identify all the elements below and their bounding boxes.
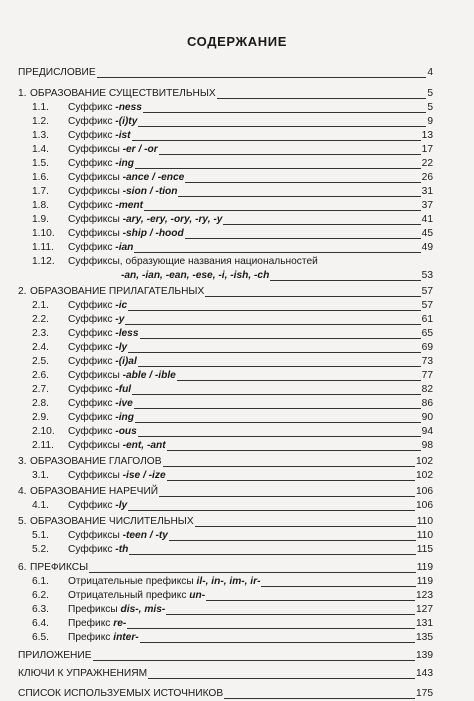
toc-entry[interactable] bbox=[0, 101, 474, 115]
toc-entry[interactable] bbox=[0, 397, 474, 411]
suffix-text: -ent, -ant bbox=[122, 440, 166, 451]
page-number: 86 bbox=[421, 398, 433, 409]
toc-entry-number: 1.6. bbox=[32, 172, 49, 183]
suffix-text: -ist bbox=[115, 130, 131, 141]
suffix-text: -ary, -ery, -ory, -ry, -y bbox=[122, 214, 223, 225]
toc-entry-label: Суффиксы bbox=[68, 440, 123, 451]
toc-entry-number: 5.2. bbox=[32, 544, 49, 555]
toc-entry[interactable] bbox=[0, 469, 474, 483]
page-number: 57 bbox=[421, 300, 433, 311]
leader-line bbox=[135, 422, 421, 423]
suffix-text: -er / -or bbox=[122, 144, 158, 155]
leader-line bbox=[129, 554, 415, 555]
page-number: 22 bbox=[421, 158, 433, 169]
suffix-text: -able / -ible bbox=[122, 370, 176, 381]
leader-line bbox=[132, 394, 421, 395]
leader-line bbox=[89, 572, 416, 573]
toc-section-number: 5. bbox=[18, 516, 27, 527]
toc-entry-number: 2.1. bbox=[32, 300, 49, 311]
toc-entry[interactable] bbox=[0, 313, 474, 327]
toc-section[interactable] bbox=[0, 687, 474, 701]
toc-entry[interactable] bbox=[0, 299, 474, 313]
suffix-text: -an, -ian, -ean, -ese, -i, -ish, -ch bbox=[121, 270, 270, 281]
toc-section[interactable] bbox=[0, 561, 474, 575]
toc-entry[interactable] bbox=[0, 143, 474, 157]
toc-entry[interactable] bbox=[0, 157, 474, 171]
toc-entry-number: 6.5. bbox=[32, 632, 49, 643]
toc-entry[interactable] bbox=[0, 129, 474, 143]
leader-line bbox=[135, 168, 421, 169]
toc-section[interactable] bbox=[0, 87, 474, 101]
toc-entry[interactable] bbox=[0, 631, 474, 645]
leader-line bbox=[163, 466, 415, 467]
toc-entry-label: Суффикс bbox=[68, 242, 116, 253]
leader-line bbox=[128, 310, 420, 311]
toc-entry-label: ПРЕДИСЛОВИЕ bbox=[18, 67, 96, 78]
suffix-text: -ship / -hood bbox=[122, 228, 184, 239]
suffix-text: un- bbox=[189, 590, 206, 601]
toc-section[interactable] bbox=[0, 285, 474, 299]
toc-entry-label: Суффикс bbox=[68, 300, 116, 311]
toc-section[interactable] bbox=[0, 455, 474, 469]
toc-entry-label: Суффиксы bbox=[68, 530, 123, 541]
toc-entry-number: 1.7. bbox=[32, 186, 49, 197]
page-number: 45 bbox=[421, 228, 433, 239]
toc-entry-number: 3.1. bbox=[32, 470, 49, 481]
toc-entry-number: 2.4. bbox=[32, 342, 49, 353]
toc-entry-number: 2.6. bbox=[32, 370, 49, 381]
leader-line bbox=[177, 380, 421, 381]
toc-entry-label: Суффикс bbox=[68, 384, 116, 395]
toc-entry[interactable] bbox=[0, 575, 474, 589]
leader-line bbox=[148, 678, 415, 679]
page-number: 119 bbox=[416, 562, 433, 573]
toc-entry-number: 2.7. bbox=[32, 384, 49, 395]
toc-entry[interactable] bbox=[0, 617, 474, 631]
page-number: 37 bbox=[421, 200, 433, 211]
suffix-text: -ous bbox=[115, 426, 137, 437]
toc-entry-number: 2.11. bbox=[32, 440, 54, 451]
toc-entry[interactable] bbox=[0, 327, 474, 341]
toc-entry-label: Суффикс bbox=[68, 314, 116, 325]
suffix-text: -less bbox=[115, 328, 139, 339]
page-number: 131 bbox=[416, 618, 433, 629]
toc-entry-label: Суффикс bbox=[68, 398, 116, 409]
toc-entry-label: ПРИЛОЖЕНИЕ bbox=[18, 650, 92, 661]
toc-entry[interactable] bbox=[0, 603, 474, 617]
toc-entry-label: Префикс bbox=[68, 618, 114, 629]
page-number: 61 bbox=[421, 314, 433, 325]
toc-entry[interactable] bbox=[0, 355, 474, 369]
toc-entry-label: Отрицательный префикс bbox=[68, 590, 190, 601]
page-number: 115 bbox=[416, 544, 433, 555]
suffix-text: -ic bbox=[115, 300, 128, 311]
toc-section-number: 2. bbox=[18, 286, 27, 297]
toc-section[interactable] bbox=[0, 515, 474, 529]
page-number: 110 bbox=[416, 530, 433, 541]
toc-entry-label: Отрицательные префиксы bbox=[68, 576, 197, 587]
toc-entry-number: 2.10. bbox=[32, 426, 55, 437]
toc-entry-label: Префикс bbox=[68, 632, 114, 643]
toc-entry-label: Суффикс bbox=[68, 500, 116, 511]
page-number: 102 bbox=[416, 456, 433, 467]
toc-entry[interactable] bbox=[0, 115, 474, 129]
toc-entry[interactable] bbox=[0, 369, 474, 383]
toc-entry-label: КЛЮЧИ К УПРАЖНЕНИЯМ bbox=[18, 668, 148, 679]
leader-line bbox=[166, 614, 415, 615]
toc-entry-label: Суффикс bbox=[68, 130, 116, 141]
suffix-text: -th bbox=[115, 544, 129, 555]
leader-line bbox=[138, 366, 421, 367]
suffix-text: -ly bbox=[115, 342, 128, 353]
leader-line bbox=[205, 296, 420, 297]
toc-entry-number: 2.9. bbox=[32, 412, 49, 423]
toc-entry-number: 1.3. bbox=[32, 130, 49, 141]
leader-line bbox=[185, 238, 421, 239]
toc-entry[interactable] bbox=[0, 185, 474, 199]
page-number: 98 bbox=[421, 440, 433, 451]
toc-entry-number: 1.12. bbox=[32, 256, 55, 267]
toc-entry[interactable] bbox=[0, 269, 474, 283]
toc-entry[interactable] bbox=[0, 255, 474, 269]
suffix-text: -ful bbox=[115, 384, 132, 395]
toc-entry-number: 2.5. bbox=[32, 356, 49, 367]
leader-line bbox=[125, 324, 420, 325]
page-number: 9 bbox=[427, 116, 433, 127]
page-number: 5 bbox=[427, 88, 433, 99]
suffix-text: inter- bbox=[113, 632, 139, 643]
toc-entry-label: ПРЕФИКСЫ bbox=[30, 562, 89, 573]
toc-entry-label: Суффикс bbox=[68, 116, 116, 127]
leader-line bbox=[169, 540, 416, 541]
suffix-text: -ing bbox=[115, 412, 134, 423]
leader-line bbox=[224, 698, 415, 699]
toc-entry-label: Суффикс bbox=[68, 426, 116, 437]
leader-line bbox=[261, 586, 415, 587]
toc-entry[interactable] bbox=[0, 213, 474, 227]
suffix-text: -ing bbox=[115, 158, 134, 169]
leader-line bbox=[143, 112, 426, 113]
toc-section-number: 6. bbox=[18, 562, 27, 573]
toc-entry-label: Суффиксы bbox=[68, 370, 123, 381]
toc-entry-label: Суффикс bbox=[68, 356, 116, 367]
page-number: 139 bbox=[416, 650, 433, 661]
leader-line bbox=[270, 280, 420, 281]
toc-section-number: 3. bbox=[18, 456, 27, 467]
suffix-text: dis-, mis- bbox=[120, 604, 166, 615]
suffix-text: -ment bbox=[115, 200, 144, 211]
toc-entry-label: СПИСОК ИСПОЛЬЗУЕМЫХ ИСТОЧНИКОВ bbox=[18, 688, 224, 699]
toc-entry-number: 1.1. bbox=[32, 102, 49, 113]
toc-section[interactable] bbox=[0, 649, 474, 663]
leader-line bbox=[132, 140, 421, 141]
page-title: СОДЕРЖАНИЕ bbox=[187, 34, 287, 49]
toc-entry[interactable] bbox=[0, 439, 474, 453]
toc-entry-label: Суффикс bbox=[68, 102, 116, 113]
toc-section-number: 1. bbox=[18, 88, 27, 99]
toc-entry-label: ОБРАЗОВАНИЕ НАРЕЧИЙ bbox=[30, 486, 159, 497]
toc-entry[interactable] bbox=[0, 199, 474, 213]
page-number: 106 bbox=[416, 500, 433, 511]
toc-section-number: 4. bbox=[18, 486, 27, 497]
leader-line bbox=[159, 154, 421, 155]
suffix-text: il-, in-, im-, ir- bbox=[196, 576, 261, 587]
toc-entry[interactable] bbox=[0, 227, 474, 241]
toc-entry-number: 1.2. bbox=[32, 116, 49, 127]
leader-line bbox=[206, 600, 415, 601]
toc-section[interactable] bbox=[0, 485, 474, 499]
suffix-text: -y bbox=[115, 314, 125, 325]
leader-line bbox=[138, 436, 421, 437]
toc-entry-label: Суффикс bbox=[68, 200, 116, 211]
suffix-text: -ly bbox=[115, 500, 128, 511]
page-number: 69 bbox=[421, 342, 433, 353]
page-number: 49 bbox=[421, 242, 433, 253]
page-number: 26 bbox=[421, 172, 433, 183]
toc-entry-label: ОБРАЗОВАНИЕ ГЛАГОЛОВ bbox=[30, 456, 162, 467]
toc-entry-number: 6.2. bbox=[32, 590, 49, 601]
suffix-text: -(i)al bbox=[115, 356, 137, 367]
page-number: 135 bbox=[416, 632, 433, 643]
toc-entry[interactable] bbox=[0, 543, 474, 557]
toc-entry-number: 6.4. bbox=[32, 618, 49, 629]
toc-entry-label: Суффиксы bbox=[68, 214, 123, 225]
leader-line bbox=[195, 526, 416, 527]
toc-entry-number: 1.4. bbox=[32, 144, 49, 155]
toc-entry-number: 6.1. bbox=[32, 576, 49, 587]
toc-entry-label: Суффикс bbox=[68, 328, 116, 339]
leader-line bbox=[134, 252, 420, 253]
leader-line bbox=[128, 510, 415, 511]
suffix-text: -(i)ty bbox=[115, 116, 138, 127]
toc-entry-label: Суффиксы bbox=[68, 144, 123, 155]
page-number: 17 bbox=[421, 144, 433, 155]
page-number: 175 bbox=[416, 688, 433, 699]
toc-entry-label: ОБРАЗОВАНИЕ СУЩЕСТВИТЕЛЬНЫХ bbox=[30, 88, 216, 99]
leader-line bbox=[185, 182, 420, 183]
suffix-text: -sion / -tion bbox=[122, 186, 178, 197]
page-number: 73 bbox=[421, 356, 433, 367]
leader-line bbox=[138, 126, 426, 127]
suffix-text: -ness bbox=[115, 102, 142, 113]
page-number: 77 bbox=[421, 370, 433, 381]
leader-line bbox=[134, 408, 421, 409]
page-number: 41 bbox=[421, 214, 433, 225]
leader-line bbox=[223, 224, 420, 225]
suffix-text: -teen / -ty bbox=[122, 530, 168, 541]
page-number: 90 bbox=[421, 412, 433, 423]
page-number: 65 bbox=[421, 328, 433, 339]
toc-entry-label: Суффиксы bbox=[68, 186, 123, 197]
suffix-text: -ive bbox=[115, 398, 133, 409]
leader-line bbox=[140, 338, 421, 339]
page-number: 119 bbox=[416, 576, 433, 587]
toc-entry-number: 5.1. bbox=[32, 530, 49, 541]
toc-entry-number: 2.8. bbox=[32, 398, 49, 409]
leader-line bbox=[178, 196, 420, 197]
leader-line bbox=[144, 210, 421, 211]
toc-entry[interactable] bbox=[0, 341, 474, 355]
toc-section[interactable] bbox=[0, 66, 474, 80]
toc-entry-label: Суффикс bbox=[68, 412, 116, 423]
toc-entry-label: Суффиксы bbox=[68, 470, 123, 481]
toc-section[interactable] bbox=[0, 667, 474, 681]
toc-entry-label: Суффикс bbox=[68, 342, 116, 353]
page-number: 106 bbox=[416, 486, 433, 497]
toc-entry[interactable] bbox=[0, 171, 474, 185]
leader-line bbox=[97, 77, 427, 78]
page-number: 127 bbox=[416, 604, 433, 615]
toc-entry[interactable] bbox=[0, 383, 474, 397]
toc-entry-label: Суффиксы, образующие названия национальностей bbox=[68, 256, 318, 267]
toc-entry-number: 6.3. bbox=[32, 604, 49, 615]
toc-entry-label: Суффикс bbox=[68, 544, 116, 555]
page-number: 94 bbox=[421, 426, 433, 437]
leader-line bbox=[128, 352, 420, 353]
page-number: 53 bbox=[421, 270, 433, 281]
toc-entry-number: 4.1. bbox=[32, 500, 49, 511]
toc-entry-number: 1.9. bbox=[32, 214, 49, 225]
page-number: 5 bbox=[427, 102, 433, 113]
toc-entry[interactable] bbox=[0, 589, 474, 603]
toc-entry-number: 1.11. bbox=[32, 242, 54, 253]
toc-entry-label: ОБРАЗОВАНИЕ ЧИСЛИТЕЛЬНЫХ bbox=[30, 516, 194, 527]
suffix-text: re- bbox=[113, 618, 127, 629]
leader-line bbox=[159, 496, 415, 497]
toc-entry[interactable] bbox=[0, 411, 474, 425]
leader-line bbox=[140, 642, 415, 643]
toc-entry-number: 1.8. bbox=[32, 200, 49, 211]
leader-line bbox=[93, 660, 416, 661]
leader-line bbox=[217, 98, 427, 99]
toc-entry-number: 2.3. bbox=[32, 328, 49, 339]
page-number: 4 bbox=[427, 67, 433, 78]
page-number: 110 bbox=[416, 516, 433, 527]
leader-line bbox=[167, 480, 415, 481]
toc-entry[interactable] bbox=[0, 529, 474, 543]
toc-entry-label: Суффиксы bbox=[68, 228, 123, 239]
leader-line bbox=[167, 450, 421, 451]
page-number: 57 bbox=[421, 286, 433, 297]
page-number: 123 bbox=[416, 590, 433, 601]
toc-entry-label: Суффикс bbox=[68, 158, 116, 169]
toc-entry-number: 1.10. bbox=[32, 228, 55, 239]
page-number: 13 bbox=[421, 130, 433, 141]
suffix-text: -ise / -ize bbox=[122, 470, 166, 481]
page-number: 102 bbox=[416, 470, 433, 481]
toc-entry-label: Суффиксы bbox=[68, 172, 123, 183]
suffix-text: -ian bbox=[115, 242, 134, 253]
toc-entry[interactable] bbox=[0, 241, 474, 255]
page-number: 143 bbox=[416, 668, 433, 679]
page-number: 31 bbox=[421, 186, 433, 197]
toc-entry-number: 1.5. bbox=[32, 158, 49, 169]
toc-entry[interactable] bbox=[0, 499, 474, 513]
toc-entry-number: 2.2. bbox=[32, 314, 49, 325]
toc-entry-label: Префиксы bbox=[68, 604, 121, 615]
toc-entry[interactable] bbox=[0, 425, 474, 439]
leader-line bbox=[127, 628, 415, 629]
page-number: 82 bbox=[421, 384, 433, 395]
suffix-text: -ance / -ence bbox=[122, 172, 185, 183]
toc-entry-label: ОБРАЗОВАНИЕ ПРИЛАГАТЕЛЬНЫХ bbox=[30, 286, 205, 297]
